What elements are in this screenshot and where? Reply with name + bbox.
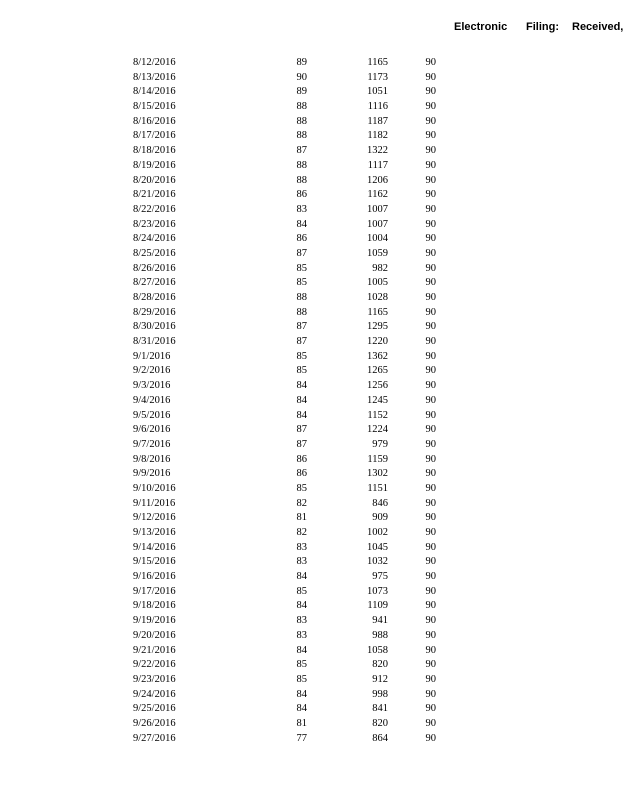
value-b-cell <box>340 203 388 218</box>
value-b-text: 1032 <box>367 556 388 568</box>
value-b-text: 1058 <box>367 644 388 656</box>
value-c-cell: 90 <box>425 424 436 436</box>
date-cell: 9/5/2016 <box>133 409 171 421</box>
value-a-cell: 85 <box>296 350 307 362</box>
table-row <box>0 350 618 365</box>
table-row <box>0 100 618 115</box>
table-row <box>0 614 618 629</box>
table-row <box>0 599 618 614</box>
value-a-cell: 83 <box>296 629 307 641</box>
value-a-cell: 84 <box>296 600 307 612</box>
value-b-cell <box>340 276 388 291</box>
date-cell: 9/8/2016 <box>133 453 171 465</box>
date-cell: 8/15/2016 <box>133 101 176 113</box>
table-row <box>0 658 618 673</box>
value-c-cell: 90 <box>425 482 436 494</box>
value-b-cell <box>340 614 388 629</box>
value-a-cell: 85 <box>296 659 307 671</box>
value-c-cell: 90 <box>425 688 436 700</box>
value-a-cell: 85 <box>296 673 307 685</box>
date-cell: 9/21/2016 <box>133 644 176 656</box>
value-c-cell: 90 <box>425 468 436 480</box>
table-row <box>0 541 618 556</box>
value-b-text: 1245 <box>367 394 388 406</box>
value-a-cell: 88 <box>296 174 307 186</box>
value-b-text: 1206 <box>367 174 388 186</box>
value-b-cell <box>340 526 388 541</box>
value-a-cell: 83 <box>296 556 307 568</box>
table-row <box>0 188 618 203</box>
value-b-text: 1322 <box>367 145 388 157</box>
value-a-cell: 87 <box>296 336 307 348</box>
date-cell: 9/4/2016 <box>133 394 171 406</box>
value-c-cell: 90 <box>425 203 436 215</box>
value-b-cell <box>340 497 388 512</box>
value-c-cell: 90 <box>425 218 436 230</box>
value-b-cell <box>340 717 388 732</box>
value-b-text: 1151 <box>367 482 388 494</box>
value-b-text: 1152 <box>367 409 388 421</box>
value-b-text: 1295 <box>367 321 388 333</box>
date-cell: 9/24/2016 <box>133 688 176 700</box>
value-c-cell: 90 <box>425 57 436 68</box>
value-c-cell: 90 <box>425 659 436 671</box>
value-b-text: 1109 <box>367 600 388 612</box>
value-b-cell <box>340 350 388 365</box>
date-cell: 8/31/2016 <box>133 336 176 348</box>
table-row <box>0 85 618 100</box>
value-c-cell: 90 <box>425 556 436 568</box>
value-a-cell: 85 <box>296 365 307 377</box>
table-row <box>0 320 618 335</box>
date-cell: 9/15/2016 <box>133 556 176 568</box>
electronic-filing-stamp <box>454 21 623 35</box>
date-cell: 8/24/2016 <box>133 233 176 245</box>
table-row <box>0 629 618 644</box>
value-b-cell <box>340 291 388 306</box>
table-row <box>0 438 618 453</box>
table-row <box>0 570 618 585</box>
stamp-word-received: Received, <box>572 21 623 33</box>
value-a-cell: 87 <box>296 424 307 436</box>
table-row <box>0 232 618 247</box>
value-b-text: 846 <box>372 497 388 509</box>
value-b-text: 909 <box>372 512 388 524</box>
date-cell: 9/20/2016 <box>133 629 176 641</box>
value-a-cell: 84 <box>296 380 307 392</box>
value-a-cell: 77 <box>296 732 307 744</box>
value-b-text: 1165 <box>367 57 388 68</box>
date-cell: 9/25/2016 <box>133 703 176 715</box>
value-a-cell: 84 <box>296 409 307 421</box>
value-b-cell <box>340 129 388 144</box>
date-cell: 9/9/2016 <box>133 468 171 480</box>
table-row <box>0 379 618 394</box>
value-b-cell <box>340 702 388 717</box>
value-b-cell <box>340 174 388 189</box>
table-row <box>0 306 618 321</box>
value-b-cell <box>340 658 388 673</box>
table-row <box>0 673 618 688</box>
data-table <box>0 56 618 746</box>
stamp-word-electronic: Electronic <box>454 21 508 33</box>
value-b-text: 1117 <box>367 159 388 171</box>
value-b-cell <box>340 71 388 86</box>
value-c-cell: 90 <box>425 541 436 553</box>
value-b-text: 912 <box>372 673 388 685</box>
value-a-cell: 85 <box>296 262 307 274</box>
value-a-cell: 83 <box>296 541 307 553</box>
value-b-cell <box>340 364 388 379</box>
value-c-cell: 90 <box>425 703 436 715</box>
value-b-text: 1073 <box>367 585 388 597</box>
table-row <box>0 364 618 379</box>
date-cell: 9/7/2016 <box>133 438 171 450</box>
date-cell: 8/20/2016 <box>133 174 176 186</box>
table-row <box>0 291 618 306</box>
value-a-cell: 89 <box>296 57 307 68</box>
date-cell: 9/11/2016 <box>133 497 176 509</box>
value-c-cell: 90 <box>425 277 436 289</box>
date-cell: 8/21/2016 <box>133 189 176 201</box>
value-b-cell <box>340 262 388 277</box>
table-row <box>0 526 618 541</box>
value-c-cell: 90 <box>425 262 436 274</box>
table-row <box>0 497 618 512</box>
value-b-cell <box>340 394 388 409</box>
value-a-cell: 81 <box>296 717 307 729</box>
value-b-text: 1162 <box>367 189 388 201</box>
value-c-cell: 90 <box>425 233 436 245</box>
table-row <box>0 247 618 262</box>
value-b-text: 1265 <box>367 365 388 377</box>
date-cell: 9/1/2016 <box>133 350 171 362</box>
value-b-text: 1002 <box>367 527 388 538</box>
value-b-cell <box>340 482 388 497</box>
value-b-cell <box>340 56 388 71</box>
value-a-cell: 86 <box>296 233 307 245</box>
date-cell: 9/19/2016 <box>133 615 176 627</box>
value-a-cell: 82 <box>296 497 307 509</box>
date-cell: 9/2/2016 <box>133 365 171 377</box>
value-b-cell <box>340 320 388 335</box>
value-b-text: 1004 <box>367 233 388 245</box>
value-a-cell: 82 <box>296 527 307 538</box>
value-b-text: 1045 <box>367 541 388 553</box>
value-b-cell <box>340 144 388 159</box>
table-row <box>0 262 618 277</box>
value-b-cell <box>340 511 388 526</box>
table-row <box>0 482 618 497</box>
table-row <box>0 71 618 86</box>
date-cell: 8/26/2016 <box>133 262 176 274</box>
value-b-text: 1116 <box>367 101 388 113</box>
value-b-cell <box>340 467 388 482</box>
value-a-cell: 84 <box>296 688 307 700</box>
value-c-cell: 90 <box>425 292 436 303</box>
value-b-text: 1028 <box>367 292 388 303</box>
date-cell: 8/18/2016 <box>133 145 176 157</box>
date-cell: 8/17/2016 <box>133 130 176 142</box>
value-b-text: 820 <box>372 659 388 671</box>
value-b-text: 1159 <box>367 453 388 465</box>
value-b-text: 1005 <box>367 277 388 289</box>
value-b-text: 975 <box>372 571 388 583</box>
value-a-cell: 87 <box>296 247 307 259</box>
value-a-cell: 84 <box>296 394 307 406</box>
value-c-cell: 90 <box>425 453 436 465</box>
value-b-cell <box>340 673 388 688</box>
value-b-cell <box>340 232 388 247</box>
date-cell: 9/6/2016 <box>133 424 171 436</box>
value-b-text: 1173 <box>367 71 388 83</box>
value-b-text: 1165 <box>367 306 388 318</box>
date-cell: 9/3/2016 <box>133 380 171 392</box>
value-b-cell <box>340 100 388 115</box>
value-a-cell: 84 <box>296 644 307 656</box>
value-b-text: 1362 <box>367 350 388 362</box>
value-a-cell: 88 <box>296 130 307 142</box>
stamp-word-filing: Filing: <box>526 21 559 33</box>
table-row <box>0 717 618 732</box>
value-b-cell <box>340 453 388 468</box>
table-row <box>0 174 618 189</box>
value-c-cell: 90 <box>425 174 436 186</box>
value-a-cell: 88 <box>296 159 307 171</box>
value-c-cell: 90 <box>425 673 436 685</box>
value-b-cell <box>340 599 388 614</box>
table-row <box>0 702 618 717</box>
value-a-cell: 85 <box>296 585 307 597</box>
table-row <box>0 555 618 570</box>
value-a-cell: 87 <box>296 145 307 157</box>
table-row <box>0 585 618 600</box>
date-cell: 8/23/2016 <box>133 218 176 230</box>
table-row <box>0 423 618 438</box>
value-b-text: 1007 <box>367 203 388 215</box>
value-b-cell <box>340 644 388 659</box>
table-row <box>0 453 618 468</box>
value-c-cell: 90 <box>425 380 436 392</box>
date-cell: 8/16/2016 <box>133 115 176 127</box>
table-row <box>0 144 618 159</box>
value-c-cell: 90 <box>425 71 436 83</box>
value-a-cell: 86 <box>296 468 307 480</box>
value-c-cell: 90 <box>425 365 436 377</box>
date-cell: 8/12/2016 <box>133 57 176 68</box>
value-c-cell: 90 <box>425 571 436 583</box>
date-cell: 9/27/2016 <box>133 732 176 744</box>
table-row <box>0 276 618 291</box>
value-a-cell: 89 <box>296 86 307 98</box>
value-a-cell: 88 <box>296 115 307 127</box>
table-row <box>0 203 618 218</box>
value-b-text: 820 <box>372 717 388 729</box>
value-c-cell: 90 <box>425 585 436 597</box>
table-row <box>0 159 618 174</box>
value-c-cell: 90 <box>425 409 436 421</box>
value-a-cell: 88 <box>296 292 307 303</box>
value-c-cell: 90 <box>425 321 436 333</box>
value-c-cell: 90 <box>425 600 436 612</box>
date-cell: 9/22/2016 <box>133 659 176 671</box>
date-cell: 8/28/2016 <box>133 292 176 303</box>
value-a-cell: 87 <box>296 438 307 450</box>
value-c-cell: 90 <box>425 615 436 627</box>
value-a-cell: 88 <box>296 306 307 318</box>
date-cell: 8/29/2016 <box>133 306 176 318</box>
value-b-text: 982 <box>372 262 388 274</box>
value-b-cell <box>340 218 388 233</box>
value-a-cell: 86 <box>296 453 307 465</box>
value-a-cell: 84 <box>296 571 307 583</box>
table-row <box>0 56 618 71</box>
value-c-cell: 90 <box>425 189 436 201</box>
value-a-cell: 84 <box>296 703 307 715</box>
value-b-text: 988 <box>372 629 388 641</box>
value-c-cell: 90 <box>425 145 436 157</box>
date-cell: 8/27/2016 <box>133 277 176 289</box>
value-b-text: 1007 <box>367 218 388 230</box>
value-b-text: 1187 <box>367 115 388 127</box>
value-a-cell: 90 <box>296 71 307 83</box>
value-c-cell: 90 <box>425 336 436 348</box>
date-cell: 8/25/2016 <box>133 247 176 259</box>
value-c-cell: 90 <box>425 629 436 641</box>
value-c-cell: 90 <box>425 512 436 524</box>
date-cell: 8/14/2016 <box>133 86 176 98</box>
value-a-cell: 86 <box>296 189 307 201</box>
value-c-cell: 90 <box>425 159 436 171</box>
date-cell: 9/10/2016 <box>133 482 176 494</box>
date-cell: 9/14/2016 <box>133 541 176 553</box>
table-row <box>0 409 618 424</box>
value-a-cell: 83 <box>296 615 307 627</box>
value-a-cell: 84 <box>296 218 307 230</box>
value-b-cell <box>340 409 388 424</box>
date-cell: 9/16/2016 <box>133 571 176 583</box>
value-c-cell: 90 <box>425 497 436 509</box>
value-a-cell: 87 <box>296 321 307 333</box>
value-c-cell: 90 <box>425 438 436 450</box>
date-cell: 9/17/2016 <box>133 585 176 597</box>
table-row <box>0 732 618 747</box>
value-c-cell: 90 <box>425 732 436 744</box>
value-b-text: 998 <box>372 688 388 700</box>
table-row <box>0 644 618 659</box>
value-a-cell: 81 <box>296 512 307 524</box>
value-a-cell: 85 <box>296 482 307 494</box>
table-row <box>0 335 618 350</box>
value-b-cell <box>340 688 388 703</box>
value-b-cell <box>340 629 388 644</box>
value-b-cell <box>340 423 388 438</box>
date-cell: 9/26/2016 <box>133 717 176 729</box>
date-cell: 8/13/2016 <box>133 71 176 83</box>
value-a-cell: 83 <box>296 203 307 215</box>
value-b-cell <box>340 541 388 556</box>
value-c-cell: 90 <box>425 115 436 127</box>
date-cell: 9/23/2016 <box>133 673 176 685</box>
value-b-text: 1220 <box>367 336 388 348</box>
value-b-text: 841 <box>372 703 388 715</box>
value-b-text: 864 <box>372 732 388 744</box>
value-c-cell: 90 <box>425 101 436 113</box>
value-b-text: 1182 <box>367 130 388 142</box>
table-row <box>0 467 618 482</box>
value-b-cell <box>340 247 388 262</box>
value-b-cell <box>340 188 388 203</box>
value-b-cell <box>340 115 388 130</box>
value-b-cell <box>340 570 388 585</box>
date-cell: 8/19/2016 <box>133 159 176 171</box>
value-b-cell <box>340 379 388 394</box>
value-b-cell <box>340 438 388 453</box>
value-c-cell: 90 <box>425 350 436 362</box>
table-row <box>0 688 618 703</box>
value-b-text: 1051 <box>367 86 388 98</box>
value-b-cell <box>340 159 388 174</box>
value-b-cell <box>340 585 388 600</box>
value-b-text: 941 <box>372 615 388 627</box>
value-c-cell: 90 <box>425 527 436 538</box>
value-c-cell: 90 <box>425 247 436 259</box>
date-cell: 9/12/2016 <box>133 512 176 524</box>
date-cell: 9/18/2016 <box>133 600 176 612</box>
value-b-cell <box>340 335 388 350</box>
value-a-cell: 85 <box>296 277 307 289</box>
date-cell: 8/30/2016 <box>133 321 176 333</box>
value-b-text: 979 <box>372 438 388 450</box>
value-b-text: 1302 <box>367 468 388 480</box>
value-c-cell: 90 <box>425 86 436 98</box>
value-a-cell: 88 <box>296 101 307 113</box>
value-c-cell: 90 <box>425 644 436 656</box>
table-row <box>0 129 618 144</box>
value-b-cell <box>340 85 388 100</box>
value-c-cell: 90 <box>425 306 436 318</box>
date-cell: 8/22/2016 <box>133 203 176 215</box>
value-b-cell <box>340 555 388 570</box>
value-b-cell <box>340 732 388 747</box>
value-b-cell <box>340 306 388 321</box>
value-b-text: 1059 <box>367 247 388 259</box>
date-cell: 9/13/2016 <box>133 527 176 538</box>
table-row <box>0 115 618 130</box>
value-b-text: 1224 <box>367 424 388 436</box>
table-row <box>0 394 618 409</box>
table-row <box>0 511 618 526</box>
value-c-cell: 90 <box>425 394 436 406</box>
value-b-text: 1256 <box>367 380 388 392</box>
value-c-cell: 90 <box>425 130 436 142</box>
value-c-cell: 90 <box>425 717 436 729</box>
table-row <box>0 218 618 233</box>
